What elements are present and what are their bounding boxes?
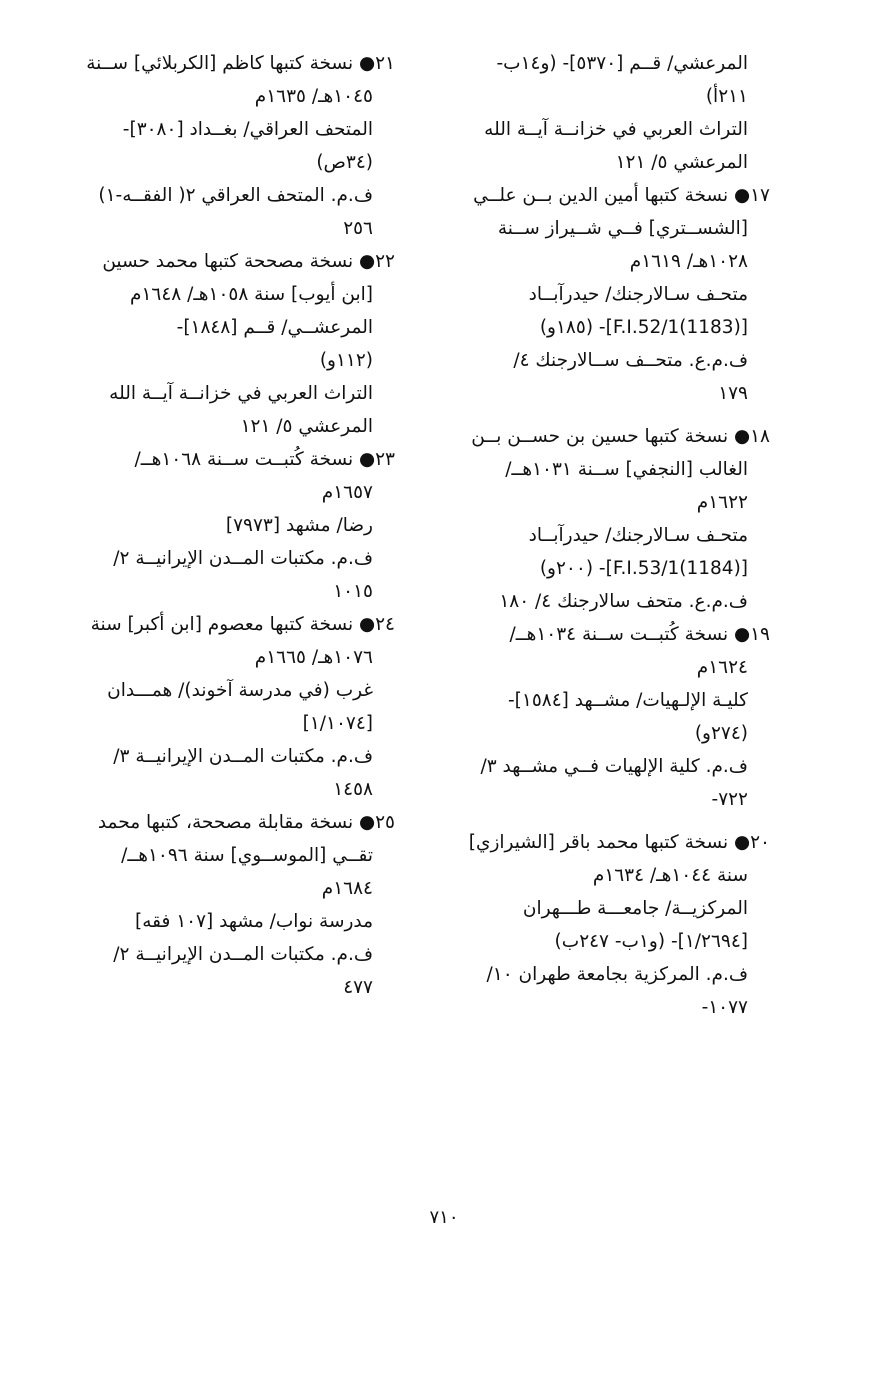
entry-detail-line: ف.م.ع. متحــف ســالارجنك ٤/	[513, 350, 748, 371]
entry-detail-line: المتحف العراقي/ بغــداد [٣٠٨٠]-	[122, 119, 373, 140]
entry-detail-line: التراث العربي في خزانــة آيــة الله	[109, 383, 373, 404]
entry-heading-line: ١٨● نسخة كتبها حسين بن حســن بــن	[471, 426, 770, 447]
entry-detail-line: ١٧٩	[718, 383, 748, 404]
left-column	[60, 47, 395, 1004]
entry-detail-line: ١٠١٥	[333, 581, 373, 602]
entry-heading-line: ٢٤● نسخة كتبها معصوم [ابن أكبر] سنة	[90, 614, 395, 635]
entry-detail-line: ١٦٢٢م	[696, 492, 748, 513]
entry-detail-line: (٣٤ص)	[316, 152, 373, 173]
entry-detail-line: (١١٢و)	[319, 350, 373, 371]
entry-detail-line: مدرسة نواب/ مشهد [١٠٧ فقه]	[134, 911, 373, 932]
entry-detail-line: ١٤٥٨	[333, 779, 373, 800]
entry-detail-line: ١٠٤٥هـ/ ١٦٣٥م	[254, 86, 373, 107]
entry-heading-line: ٢٢● نسخة مصححة كتبها محمد حسين	[102, 251, 395, 272]
entry-detail-line: ٢١١أ)	[705, 86, 748, 107]
right-column	[440, 47, 770, 1024]
entry-detail-line: ١٦٥٧م	[321, 482, 373, 503]
entry-detail-line: سنة ١٠٤٤هـ/ ١٦٣٤م	[592, 865, 748, 886]
entry-detail-line: المرعشي/ قــم [٥٣٧٠]- (و١٤ب-	[496, 53, 748, 74]
entry-detail-line: رضا/ مشهد [٧٩٧٣]	[225, 515, 373, 536]
entry-detail-line: المرعشي ٥/ ١٢١	[615, 152, 748, 173]
entry-heading-line: ١٧● نسخة كتبها أمين الدين بــن علــي	[473, 185, 770, 206]
entry-detail-line: تقــي [الموســوي] سنة ١٠٩٦هــ/	[121, 845, 373, 866]
entry-detail-line: المرعشــي/ قــم [١٨٤٨]-	[176, 317, 373, 338]
entry-heading-line: ٢٣● نسخة كُتبــت ســنة ١٠٦٨هــ/	[134, 449, 395, 470]
entry-detail-line: ف.م. مكتبات المــدن الإيرانيــة ٢/	[113, 944, 373, 965]
entry-detail-line: [الشســتري] فــي شــيراز ســنة	[497, 218, 748, 239]
entry-detail-line: ف.م. كلية الإلهيات فــي مشــهد ٣/	[480, 756, 748, 777]
entry-detail-line: [١/١٠٧٤]	[302, 713, 373, 734]
entry-detail-line: [(1183)F.I.52/1]- (١٨٥و)	[539, 317, 748, 338]
entry-detail-line: المركزيــة/ جامعـــة طـــهران	[522, 898, 748, 919]
entry-detail-line: ١٦٢٤م	[696, 657, 748, 678]
page-number: ٧١٠	[429, 1207, 459, 1228]
entry-detail-line: ٤٧٧	[343, 977, 373, 998]
entry-detail-line: ف.م.ع. متحف سالارجنك ٤/ ١٨٠	[499, 591, 748, 612]
entry-detail-line: ١٦٨٤م	[321, 878, 373, 899]
entry-detail-line: غرب (في مدرسة آخوند)/ همـــدان	[107, 680, 373, 701]
entry-detail-line: ف.م. مكتبات المــدن الإيرانيــة ٢/	[113, 548, 373, 569]
entry-detail-line: [ابن أيوب] سنة ١٠٥٨هـ/ ١٦٤٨م	[130, 284, 373, 305]
entry-detail-line: ١٠٧٧-	[701, 997, 748, 1018]
entry-detail-line: متحـف سـالارجنك/ حيدرآبــاد	[528, 525, 748, 546]
entry-detail-line: ف.م. المتحف العراقي ٢( الفقــه-١)	[98, 185, 373, 206]
entry-detail-line: متحـف سـالارجنك/ حيدرآبــاد	[528, 284, 748, 305]
entry-heading-line: ٢١● نسخة كتبها كاظم [الكربلائي] ســنة	[86, 53, 395, 74]
entry-heading-line: ٢٠● نسخة كتبها محمد باقر [الشيرازي]	[468, 832, 770, 853]
entry-detail-line: (٢٧٤و)	[694, 723, 748, 744]
entry-detail-line: الغالب [النجفي] ســنة ١٠٣١هــ/	[505, 459, 748, 480]
entry-detail-line: التراث العربي في خزانــة آيــة الله	[484, 119, 748, 140]
entry-detail-line: ٧٢٢-	[711, 789, 748, 810]
entry-heading-line: ١٩● نسخة كُتبــت ســنة ١٠٣٤هــ/	[509, 624, 770, 645]
entry-detail-line: ف.م. مكتبات المــدن الإيرانيــة ٣/	[113, 746, 373, 767]
entry-detail-line: ١٠٢٨هـ/ ١٦١٩م	[629, 251, 748, 272]
entry-detail-line: المرعشي ٥/ ١٢١	[240, 416, 373, 437]
entry-detail-line: [١/٢٦٩٤]- (و١ب- ٢٤٧ب)	[554, 931, 748, 952]
entry-detail-line: [(1184)F.I.53/1]- (٢٠٠و)	[539, 558, 748, 579]
entry-detail-line: كليـة الإلـهيات/ مشــهد [١٥٨٤]-	[507, 690, 748, 711]
entry-detail-line: ف.م. المركزية بجامعة طهران ١٠/	[486, 964, 748, 985]
entry-detail-line: ٢٥٦	[343, 218, 373, 239]
entry-heading-line: ٢٥● نسخة مقابلة مصححة، كتبها محمد	[97, 812, 395, 833]
entry-detail-line: ١٠٧٦هـ/ ١٦٦٥م	[254, 647, 373, 668]
